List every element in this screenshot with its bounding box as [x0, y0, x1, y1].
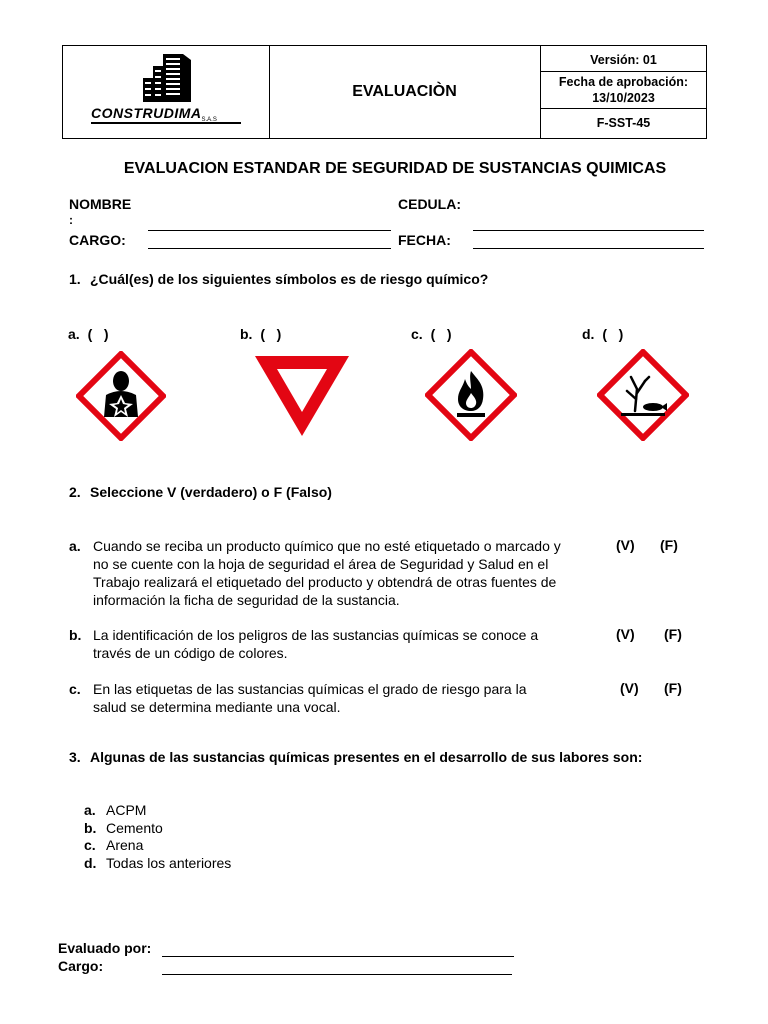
option-letter: a. — [84, 802, 96, 818]
q2-item-a-false[interactable]: (F) — [660, 537, 678, 553]
question-2-text: Seleccione V (verdadero) o F (Falso) — [90, 484, 332, 500]
q2-item-a-text — [93, 537, 605, 609]
evaluado-input-line[interactable] — [162, 956, 514, 957]
nombre-label: NOMBRE — [69, 196, 132, 212]
nombre-colon: : — [69, 213, 73, 227]
doc-code: F-SST-45 — [596, 116, 651, 130]
option-text: Arena — [106, 837, 144, 853]
text-line: salud se determina mediante una vocal. — [93, 699, 341, 715]
option-checkbox[interactable]: ( ) — [602, 326, 624, 342]
option-letter: c. — [84, 837, 96, 853]
flammable-icon — [425, 349, 517, 441]
text-line: Cuando se reciba un producto químico que no esté etiquetado o marcado y — [93, 538, 561, 554]
health-hazard-icon — [76, 351, 166, 441]
q1-option-d[interactable] — [582, 326, 623, 342]
q2-item-b-false[interactable]: (F) — [664, 626, 682, 642]
text-line: no se cuente con la hoja de seguridad el área de Seguridad y Salud en el — [93, 556, 549, 572]
evaluado-label: Evaluado por: — [58, 940, 152, 956]
doc-control-cell — [541, 46, 706, 138]
doc-title: EVALUACIÒN — [269, 46, 541, 138]
q2-item-c-letter: c. — [69, 681, 81, 697]
option-checkbox[interactable]: ( ) — [87, 326, 109, 342]
building-logo-icon — [133, 50, 199, 102]
question-3-number: 3. — [69, 749, 81, 765]
q3-option-b[interactable] — [84, 819, 163, 837]
q1-option-c[interactable] — [411, 326, 452, 342]
option-letter: b. — [240, 326, 253, 342]
text-line: En las etiquetas de las sustancias químicas el grado de riesgo para la — [93, 681, 527, 697]
main-title: EVALUACION ESTANDAR DE SEGURIDAD DE SUSTANCIAS QUIMICAS — [123, 160, 667, 177]
option-letter: a. — [68, 326, 80, 342]
company-suffix: S.A.S — [201, 117, 217, 123]
question-1-number: 1. — [69, 271, 81, 287]
text-line: Trabajo realizará el etiquetado del producto y obtendrá de otras fuentes de — [93, 574, 557, 590]
q2-item-a-letter: a. — [69, 538, 81, 554]
fecha-label: FECHA: — [398, 232, 451, 248]
cedula-label: CEDULA: — [398, 196, 461, 212]
document-header — [62, 45, 707, 139]
text-line: información la ficha de seguridad de la sustancia. — [93, 592, 400, 608]
text-line: La identificación de los peligros de las sustancias químicas se conoce a — [93, 627, 539, 643]
footer-cargo-input-line[interactable] — [162, 974, 512, 975]
company-logo-text — [91, 105, 251, 123]
q2-item-c-true[interactable]: (V) — [620, 680, 639, 696]
footer-cargo-label: Cargo: — [58, 958, 104, 974]
divider — [541, 108, 706, 109]
option-letter: b. — [84, 820, 97, 836]
cargo-input-line[interactable] — [148, 248, 391, 249]
option-text: Todas los anteriores — [106, 855, 232, 871]
q2-item-c-false[interactable]: (F) — [664, 680, 682, 696]
option-letter: d. — [84, 855, 97, 871]
option-letter: c. — [411, 326, 423, 342]
q2-item-a-true[interactable]: (V) — [616, 537, 635, 553]
company-name: CONSTRUDIMA — [91, 105, 202, 121]
cedula-input-line[interactable] — [473, 230, 704, 231]
q2-item-b-true[interactable]: (V) — [616, 626, 635, 642]
approval-label: Fecha de aprobación: — [558, 75, 689, 89]
q3-option-a[interactable] — [84, 801, 146, 819]
q3-option-c[interactable] — [84, 836, 143, 854]
environmental-hazard-icon — [597, 349, 689, 441]
option-checkbox[interactable]: ( ) — [260, 326, 282, 342]
text-line: través de un código de colores. — [93, 645, 288, 661]
nombre-input-line[interactable] — [148, 230, 391, 231]
yield-sign-icon — [252, 352, 352, 440]
q1-option-b[interactable] — [240, 326, 281, 342]
question-3-text: Algunas de las sustancias químicas presentes en el desarrollo de sus labores son: — [90, 749, 643, 765]
option-letter: d. — [582, 326, 595, 342]
q1-option-a[interactable] — [68, 326, 109, 342]
logo-cell — [63, 46, 270, 138]
logo-underline — [91, 122, 241, 124]
cargo-label: CARGO: — [69, 232, 126, 248]
question-2-number: 2. — [69, 484, 81, 500]
question-1-text: ¿Cuál(es) de los siguientes símbolos es de riesgo químico? — [90, 271, 489, 287]
divider — [541, 71, 706, 72]
q2-item-b-text — [93, 626, 605, 662]
q3-option-d[interactable] — [84, 854, 231, 872]
option-text: ACPM — [106, 802, 147, 818]
option-text: Cemento — [106, 820, 163, 836]
option-checkbox[interactable]: ( ) — [430, 326, 452, 342]
approval-date: 13/10/2023 — [592, 91, 655, 105]
q2-item-c-text — [93, 680, 605, 716]
q2-item-b-letter: b. — [69, 627, 82, 643]
fecha-input-line[interactable] — [473, 248, 704, 249]
version-label: Versión: 01 — [590, 53, 657, 67]
